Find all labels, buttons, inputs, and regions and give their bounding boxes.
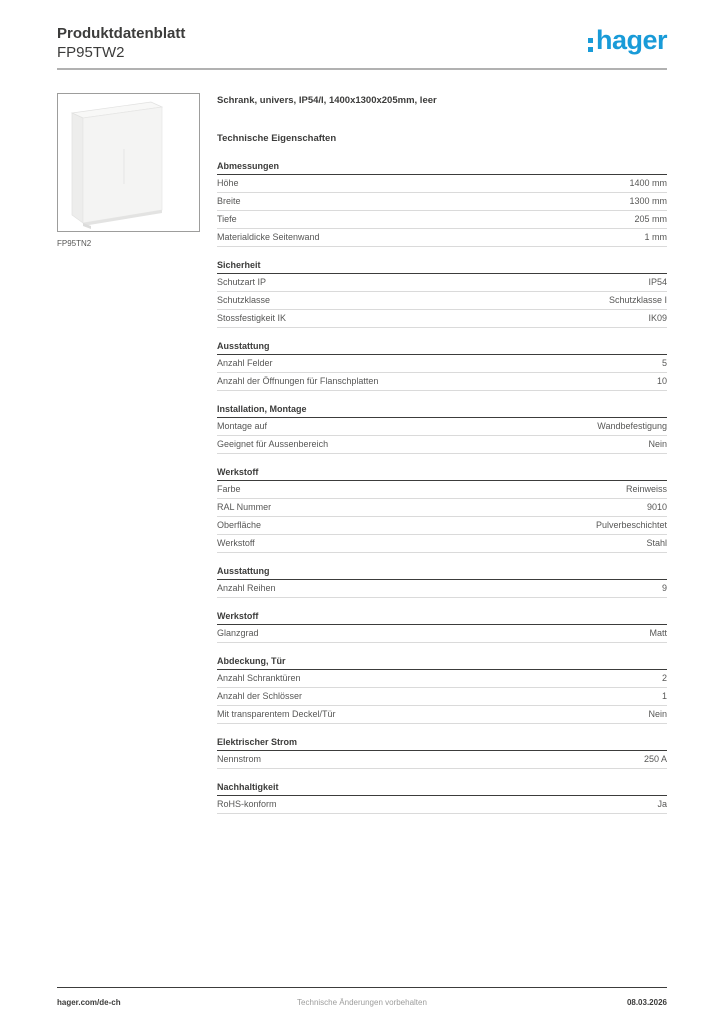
spec-sections (217, 161, 667, 814)
spec-label: Farbe (217, 484, 241, 494)
spec-row (217, 706, 667, 724)
spec-label: Materialdicke Seitenwand (217, 232, 320, 242)
spec-row (217, 499, 667, 517)
section-heading: Installation, Montage (217, 404, 667, 418)
spec-label: Nennstrom (217, 754, 262, 764)
spec-label: Geeignet für Aussenbereich (217, 439, 329, 449)
spec-row (217, 229, 667, 247)
spec-row (217, 211, 667, 229)
spec-value: 10 (656, 376, 667, 386)
spec-value: 205 mm (634, 214, 667, 224)
spec-label: Mit transparentem Deckel/Tür (217, 709, 336, 719)
spec-row (217, 625, 667, 643)
spec-value: Schutzklasse I (608, 295, 667, 305)
footer-notice: Technische Änderungen vorbehalten (297, 998, 427, 1007)
spec-row (217, 751, 667, 769)
footer-divider (57, 987, 667, 988)
spec-value: 1400 mm (629, 178, 667, 188)
header-titles (57, 24, 185, 62)
section-rows (217, 751, 667, 769)
section-heading: Abdeckung, Tür (217, 656, 667, 670)
spec-section (217, 656, 667, 724)
spec-row (217, 355, 667, 373)
section-rows (217, 274, 667, 328)
section-heading: Werkstoff (217, 611, 667, 625)
spec-value: 1 mm (644, 232, 667, 242)
spec-value: Pulverbeschichtet (595, 520, 667, 530)
spec-label: Höhe (217, 178, 239, 188)
main-content (57, 93, 667, 827)
section-rows (217, 625, 667, 643)
spec-value: Matt (649, 628, 667, 638)
spec-section (217, 341, 667, 391)
spec-label: RAL Nummer (217, 502, 272, 512)
section-heading: Abmessungen (217, 161, 667, 175)
spec-label: Anzahl Schranktüren (217, 673, 301, 683)
spec-row (217, 418, 667, 436)
spec-label: Anzahl Reihen (217, 583, 276, 593)
section-heading: Elektrischer Strom (217, 737, 667, 751)
spec-value: 9010 (646, 502, 667, 512)
spec-row (217, 535, 667, 553)
cabinet-illustration (58, 94, 199, 231)
spec-row (217, 481, 667, 499)
spec-value: 5 (661, 358, 667, 368)
spec-section (217, 467, 667, 553)
spec-label: Montage auf (217, 421, 268, 431)
product-image (57, 93, 200, 232)
spec-value: IK09 (648, 313, 667, 323)
section-heading: Werkstoff (217, 467, 667, 481)
spec-value: Wandbefestigung (597, 421, 667, 431)
spec-value: Reinweiss (625, 484, 667, 494)
spec-row (217, 310, 667, 328)
product-ref: FP95TW2 (57, 44, 125, 61)
spec-label: Werkstoff (217, 538, 255, 548)
spec-value: 9 (661, 583, 667, 593)
section-heading: Nachhaltigkeit (217, 782, 667, 796)
spec-value: Stahl (646, 538, 667, 548)
spec-label: Anzahl der Öffnungen für Flanschplatten (217, 376, 379, 386)
spec-value: Ja (657, 799, 667, 809)
logo-text: hager (595, 25, 667, 55)
footer-date: 08.03.2026 (626, 998, 667, 1007)
spec-label: Anzahl Felder (217, 358, 273, 368)
spec-label: Anzahl der Schlösser (217, 691, 303, 701)
tech-heading: Technische Eigenschaften (217, 133, 337, 144)
spec-section (217, 404, 667, 454)
doc-title: Produktdatenblatt (57, 25, 186, 42)
section-rows (217, 355, 667, 391)
product-title: Schrank, univers, IP54/I, 1400x1300x205mm, leer (217, 95, 437, 106)
section-rows (217, 175, 667, 247)
page-footer (57, 987, 667, 1007)
footer-row (57, 998, 667, 1007)
spec-row (217, 670, 667, 688)
spec-row (217, 688, 667, 706)
section-rows (217, 670, 667, 724)
spec-row (217, 373, 667, 391)
spec-row (217, 175, 667, 193)
spec-section (217, 161, 667, 247)
spec-column (217, 93, 667, 827)
spec-label: RoHS-konform (217, 799, 277, 809)
section-rows (217, 796, 667, 814)
hager-logo (588, 27, 667, 54)
page-header (57, 24, 667, 62)
spec-section (217, 611, 667, 643)
spec-label: Tiefe (217, 214, 237, 224)
spec-row (217, 274, 667, 292)
spec-label: Oberfläche (217, 520, 262, 530)
spec-row (217, 796, 667, 814)
section-heading: Sicherheit (217, 260, 667, 274)
spec-value: 250 A (643, 754, 667, 764)
spec-label: Glanzgrad (217, 628, 259, 638)
image-column (57, 93, 200, 827)
spec-section (217, 566, 667, 598)
image-caption: FP95TN2 (57, 239, 92, 248)
spec-row (217, 292, 667, 310)
spec-value: Nein (648, 709, 667, 719)
spec-value: IP54 (648, 277, 667, 287)
spec-value: 2 (661, 673, 667, 683)
spec-row (217, 436, 667, 454)
section-rows (217, 580, 667, 598)
footer-website: hager.com/de-ch (57, 998, 121, 1007)
spec-section (217, 782, 667, 814)
spec-row (217, 517, 667, 535)
section-rows (217, 481, 667, 553)
header-divider (57, 68, 667, 70)
spec-label: Schutzart IP (217, 277, 267, 287)
spec-row (217, 580, 667, 598)
spec-label: Schutzklasse (217, 295, 271, 305)
section-heading: Ausstattung (217, 341, 667, 355)
spec-value: 1 (661, 691, 667, 701)
spec-label: Breite (217, 196, 241, 206)
logo-colon-icon (588, 38, 593, 52)
spec-row (217, 193, 667, 211)
spec-section (217, 737, 667, 769)
spec-section (217, 260, 667, 328)
spec-value: 1300 mm (629, 196, 667, 206)
section-rows (217, 418, 667, 454)
spec-value: Nein (648, 439, 667, 449)
section-heading: Ausstattung (217, 566, 667, 580)
spec-label: Stossfestigkeit IK (217, 313, 287, 323)
